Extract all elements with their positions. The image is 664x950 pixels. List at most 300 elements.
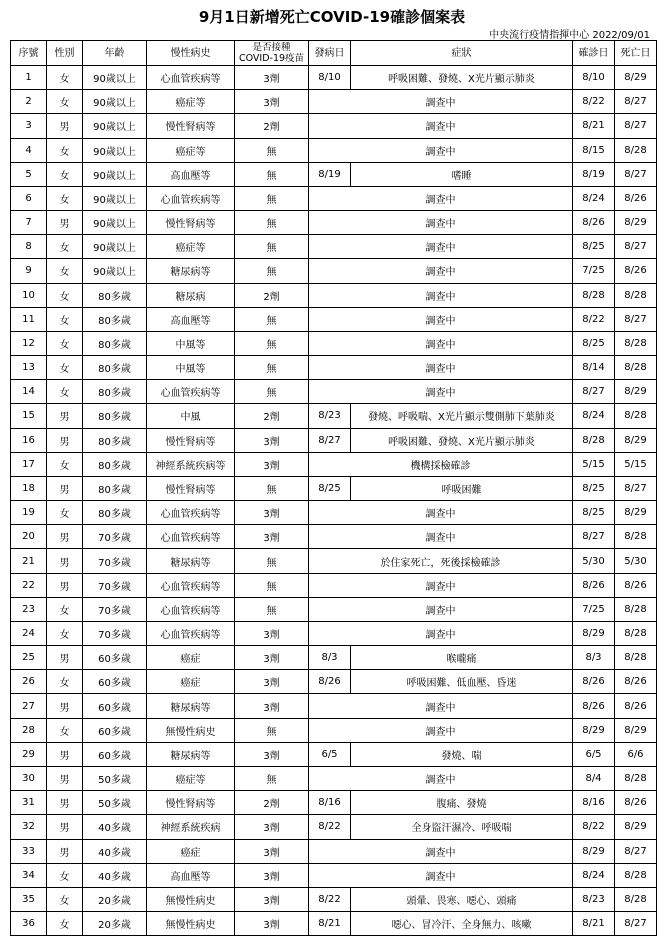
table-row [11, 307, 657, 331]
cell-chronic: 神經系統疾病等 [147, 452, 235, 476]
table-row [11, 815, 657, 839]
cell-no: 27 [11, 694, 47, 718]
cell-age: 90歲以上 [83, 138, 147, 162]
cell-vaccine: 無 [235, 259, 309, 283]
header-vaccine-line1: 是否接種 [252, 42, 291, 53]
cell-no: 14 [11, 380, 47, 404]
table-row [11, 404, 657, 428]
cell-no: 21 [11, 549, 47, 573]
table-body [11, 66, 657, 936]
table-row [11, 235, 657, 259]
cell-diagnosis: 8/25 [573, 501, 615, 525]
table-row [11, 211, 657, 235]
cell-death: 8/29 [615, 211, 657, 235]
cell-vaccine: 無 [235, 766, 309, 790]
cell-chronic: 心血管疾病等 [147, 573, 235, 597]
cell-symptom: 調查中 [309, 597, 573, 621]
cell-vaccine: 3劑 [235, 66, 309, 90]
cell-chronic: 糖尿病等 [147, 694, 235, 718]
cell-symptom: 調查中 [309, 90, 573, 114]
cell-no: 32 [11, 815, 47, 839]
cell-diagnosis: 8/26 [573, 670, 615, 694]
table-row [11, 501, 657, 525]
cell-sex: 男 [47, 791, 83, 815]
cell-sex: 女 [47, 283, 83, 307]
cell-death: 5/15 [615, 452, 657, 476]
cell-vaccine: 無 [235, 573, 309, 597]
cell-no: 28 [11, 718, 47, 742]
cell-age: 90歲以上 [83, 90, 147, 114]
cell-death: 8/28 [615, 138, 657, 162]
cell-death: 8/26 [615, 186, 657, 210]
table-row [11, 766, 657, 790]
cell-sex: 男 [47, 211, 83, 235]
cell-no: 11 [11, 307, 47, 331]
cell-symptom: 調查中 [309, 863, 573, 887]
cell-age: 90歲以上 [83, 114, 147, 138]
cell-vaccine: 3劑 [235, 694, 309, 718]
cell-vaccine: 3劑 [235, 525, 309, 549]
cell-vaccine: 無 [235, 138, 309, 162]
cell-no: 3 [11, 114, 47, 138]
table-row [11, 138, 657, 162]
cell-no: 26 [11, 670, 47, 694]
cell-age: 80多歲 [83, 452, 147, 476]
cell-no: 15 [11, 404, 47, 428]
cell-death: 8/28 [615, 356, 657, 380]
cell-death: 8/29 [615, 428, 657, 452]
cell-onset: 8/23 [309, 404, 351, 428]
cell-vaccine: 無 [235, 718, 309, 742]
cell-no: 9 [11, 259, 47, 283]
cell-death: 6/6 [615, 742, 657, 766]
cell-no: 18 [11, 476, 47, 500]
cell-age: 20多歲 [83, 912, 147, 936]
cell-diagnosis: 8/24 [573, 863, 615, 887]
cell-age: 70多歲 [83, 597, 147, 621]
header-sex: 性別 [47, 41, 83, 66]
cell-chronic: 高血壓等 [147, 863, 235, 887]
cell-chronic: 心血管疾病等 [147, 597, 235, 621]
cell-diagnosis: 8/24 [573, 404, 615, 428]
cell-sex: 男 [47, 573, 83, 597]
table-row [11, 90, 657, 114]
table-row [11, 549, 657, 573]
cell-diagnosis: 7/25 [573, 597, 615, 621]
cell-no: 25 [11, 646, 47, 670]
cell-diagnosis: 8/25 [573, 235, 615, 259]
cell-chronic: 心血管疾病等 [147, 501, 235, 525]
header-vaccine [235, 41, 309, 66]
cell-vaccine: 3劑 [235, 839, 309, 863]
cell-sex: 男 [47, 428, 83, 452]
cell-diagnosis: 8/27 [573, 525, 615, 549]
cell-death: 8/29 [615, 501, 657, 525]
cell-chronic: 糖尿病 [147, 283, 235, 307]
cell-chronic: 高血壓等 [147, 162, 235, 186]
table-row [11, 356, 657, 380]
cell-age: 60多歲 [83, 742, 147, 766]
table-row [11, 331, 657, 355]
cell-symptom: 調查中 [309, 694, 573, 718]
cell-death: 8/27 [615, 912, 657, 936]
cell-death: 8/26 [615, 670, 657, 694]
cell-sex: 女 [47, 912, 83, 936]
cell-no: 20 [11, 525, 47, 549]
cell-age: 70多歲 [83, 621, 147, 645]
cell-chronic: 無慢性病史 [147, 718, 235, 742]
cell-vaccine: 2劑 [235, 404, 309, 428]
header-death: 死亡日 [615, 41, 657, 66]
cell-onset: 8/25 [309, 476, 351, 500]
cell-sex: 男 [47, 742, 83, 766]
cell-death: 8/27 [615, 114, 657, 138]
table-row [11, 186, 657, 210]
cell-chronic: 癌症 [147, 839, 235, 863]
cell-chronic: 癌症 [147, 670, 235, 694]
cell-age: 60多歲 [83, 646, 147, 670]
cell-vaccine: 3劑 [235, 670, 309, 694]
cell-death: 8/29 [615, 718, 657, 742]
cell-chronic: 癌症等 [147, 138, 235, 162]
cell-vaccine: 無 [235, 331, 309, 355]
cell-death: 8/26 [615, 791, 657, 815]
cell-symptom: 呼吸困難、發燒、X光片顯示肺炎 [351, 428, 573, 452]
cell-chronic: 中風等 [147, 331, 235, 355]
cell-death: 8/26 [615, 573, 657, 597]
cell-vaccine: 3劑 [235, 863, 309, 887]
cell-vaccine: 無 [235, 476, 309, 500]
document-title: 9月1日新增死亡COVID-19確診個案表 [198, 8, 466, 26]
table-row [11, 114, 657, 138]
cell-age: 40多歲 [83, 863, 147, 887]
cell-age: 60多歲 [83, 694, 147, 718]
cell-death: 8/28 [615, 646, 657, 670]
cell-chronic: 糖尿病等 [147, 742, 235, 766]
cell-vaccine: 無 [235, 186, 309, 210]
cell-age: 80多歲 [83, 356, 147, 380]
cell-symptom: 調查中 [309, 114, 573, 138]
cell-vaccine: 3劑 [235, 428, 309, 452]
cell-chronic: 中風等 [147, 356, 235, 380]
cell-death: 8/28 [615, 887, 657, 911]
cell-death: 5/30 [615, 549, 657, 573]
cell-age: 90歲以上 [83, 235, 147, 259]
cell-vaccine: 無 [235, 162, 309, 186]
cell-age: 70多歲 [83, 549, 147, 573]
cell-chronic: 神經系統疾病 [147, 815, 235, 839]
cell-no: 23 [11, 597, 47, 621]
cell-no: 29 [11, 742, 47, 766]
table-row [11, 912, 657, 936]
cell-chronic: 心血管疾病等 [147, 621, 235, 645]
cell-symptom: 發燒、喘 [351, 742, 573, 766]
cell-age: 80多歲 [83, 476, 147, 500]
cell-sex: 女 [47, 501, 83, 525]
cell-sex: 女 [47, 380, 83, 404]
header-symptom: 症狀 [351, 41, 573, 66]
cell-onset: 8/26 [309, 670, 351, 694]
cell-sex: 女 [47, 162, 83, 186]
cell-age: 60多歲 [83, 670, 147, 694]
cell-onset: 8/22 [309, 815, 351, 839]
cell-chronic: 心血管疾病等 [147, 525, 235, 549]
cell-no: 7 [11, 211, 47, 235]
cell-chronic: 癌症 [147, 646, 235, 670]
cell-onset: 8/27 [309, 428, 351, 452]
cell-symptom: 噁心、冒冷汗、全身無力、咳嗽 [351, 912, 573, 936]
cell-chronic: 癌症等 [147, 90, 235, 114]
table-row [11, 525, 657, 549]
cell-symptom: 調查中 [309, 501, 573, 525]
cell-age: 60多歲 [83, 718, 147, 742]
cell-symptom: 調查中 [309, 138, 573, 162]
cell-death: 8/28 [615, 863, 657, 887]
cell-death: 8/29 [615, 815, 657, 839]
cell-vaccine: 3劑 [235, 621, 309, 645]
cell-no: 12 [11, 331, 47, 355]
table-row [11, 621, 657, 645]
cell-symptom: 調查中 [309, 283, 573, 307]
cell-symptom: 調查中 [309, 621, 573, 645]
header-onset: 發病日 [309, 41, 351, 66]
cell-vaccine: 3劑 [235, 90, 309, 114]
cell-age: 90歲以上 [83, 259, 147, 283]
cell-death: 8/27 [615, 162, 657, 186]
cell-age: 70多歲 [83, 573, 147, 597]
cell-chronic: 慢性腎病等 [147, 791, 235, 815]
cell-chronic: 癌症等 [147, 235, 235, 259]
cell-sex: 女 [47, 186, 83, 210]
cell-vaccine: 3劑 [235, 501, 309, 525]
cell-vaccine: 2劑 [235, 114, 309, 138]
cell-vaccine: 3劑 [235, 887, 309, 911]
cell-death: 8/28 [615, 525, 657, 549]
cell-no: 13 [11, 356, 47, 380]
cell-diagnosis: 8/27 [573, 380, 615, 404]
cell-sex: 男 [47, 525, 83, 549]
header-vaccine-line2: COVID-19疫苗 [238, 53, 305, 64]
cell-no: 34 [11, 863, 47, 887]
cell-no: 6 [11, 186, 47, 210]
cell-diagnosis: 7/25 [573, 259, 615, 283]
cell-chronic: 糖尿病等 [147, 259, 235, 283]
table-row [11, 670, 657, 694]
cell-death: 8/28 [615, 283, 657, 307]
cell-sex: 女 [47, 331, 83, 355]
cell-death: 8/27 [615, 307, 657, 331]
cell-symptom: 於住家死亡，死後採檢確診 [309, 549, 573, 573]
cell-diagnosis: 8/25 [573, 331, 615, 355]
cell-age: 40多歲 [83, 839, 147, 863]
cell-age: 50多歲 [83, 766, 147, 790]
table-row [11, 742, 657, 766]
cell-sex: 女 [47, 452, 83, 476]
cell-sex: 男 [47, 694, 83, 718]
table-row [11, 791, 657, 815]
cell-age: 80多歲 [83, 501, 147, 525]
cell-diagnosis: 8/25 [573, 476, 615, 500]
cell-vaccine: 無 [235, 597, 309, 621]
cell-diagnosis: 8/26 [573, 211, 615, 235]
table-row [11, 887, 657, 911]
cell-symptom: 調查中 [309, 211, 573, 235]
cell-symptom: 調查中 [309, 573, 573, 597]
cell-chronic: 慢性腎病等 [147, 476, 235, 500]
header-age: 年齡 [83, 41, 147, 66]
cell-symptom: 調查中 [309, 259, 573, 283]
cell-sex: 女 [47, 670, 83, 694]
cell-sex: 男 [47, 476, 83, 500]
cell-sex: 女 [47, 235, 83, 259]
cell-vaccine: 3劑 [235, 912, 309, 936]
cell-death: 8/27 [615, 90, 657, 114]
cell-symptom: 調查中 [309, 186, 573, 210]
cell-no: 16 [11, 428, 47, 452]
cell-vaccine: 3劑 [235, 452, 309, 476]
cell-diagnosis: 8/14 [573, 356, 615, 380]
cell-sex: 男 [47, 766, 83, 790]
cell-no: 33 [11, 839, 47, 863]
cell-age: 90歲以上 [83, 211, 147, 235]
cell-death: 8/26 [615, 694, 657, 718]
header-diagnosis: 確診日 [573, 41, 615, 66]
cell-chronic: 心血管疾病等 [147, 380, 235, 404]
cell-death: 8/28 [615, 766, 657, 790]
table-row [11, 476, 657, 500]
cell-sex: 女 [47, 259, 83, 283]
cell-symptom: 呼吸困難、發燒、X光片顯示肺炎 [351, 66, 573, 90]
cell-onset: 8/10 [309, 66, 351, 90]
table-row [11, 283, 657, 307]
cell-symptom: 發燒、呼吸喘、X光片顯示雙側肺下葉肺炎 [351, 404, 573, 428]
cell-chronic: 高血壓等 [147, 307, 235, 331]
cell-vaccine: 無 [235, 235, 309, 259]
table-row [11, 646, 657, 670]
table-row [11, 694, 657, 718]
cell-onset: 6/5 [309, 742, 351, 766]
cell-symptom: 機構採檢確診 [309, 452, 573, 476]
table-row [11, 162, 657, 186]
cell-symptom: 調查中 [309, 839, 573, 863]
cell-diagnosis: 8/29 [573, 839, 615, 863]
cell-no: 31 [11, 791, 47, 815]
cell-no: 19 [11, 501, 47, 525]
cell-chronic: 心血管疾病等 [147, 66, 235, 90]
cell-death: 8/26 [615, 259, 657, 283]
cell-onset: 8/21 [309, 912, 351, 936]
cell-chronic: 中風 [147, 404, 235, 428]
cell-age: 80多歲 [83, 380, 147, 404]
cell-vaccine: 無 [235, 549, 309, 573]
cell-vaccine: 無 [235, 356, 309, 380]
cell-chronic: 無慢性病史 [147, 887, 235, 911]
cell-age: 80多歲 [83, 331, 147, 355]
cell-diagnosis: 8/15 [573, 138, 615, 162]
cell-no: 30 [11, 766, 47, 790]
cell-age: 40多歲 [83, 815, 147, 839]
cell-diagnosis: 8/16 [573, 791, 615, 815]
header-chronic: 慢性病史 [147, 41, 235, 66]
header-no: 序號 [11, 41, 47, 66]
table-row [11, 66, 657, 90]
cell-symptom: 呼吸困難 [351, 476, 573, 500]
cell-diagnosis: 8/3 [573, 646, 615, 670]
table-row [11, 428, 657, 452]
cell-death: 8/28 [615, 404, 657, 428]
cell-age: 90歲以上 [83, 66, 147, 90]
cell-onset: 8/22 [309, 887, 351, 911]
cell-chronic: 糖尿病等 [147, 549, 235, 573]
cell-chronic: 心血管疾病等 [147, 186, 235, 210]
cell-diagnosis: 8/29 [573, 718, 615, 742]
cell-symptom: 調查中 [309, 356, 573, 380]
table-row [11, 452, 657, 476]
cell-chronic: 慢性腎病等 [147, 114, 235, 138]
cell-sex: 女 [47, 863, 83, 887]
cell-diagnosis: 8/28 [573, 428, 615, 452]
cell-no: 36 [11, 912, 47, 936]
cell-symptom: 喉嚨痛 [351, 646, 573, 670]
cell-diagnosis: 8/10 [573, 66, 615, 90]
cell-age: 50多歲 [83, 791, 147, 815]
table-row [11, 718, 657, 742]
cell-sex: 男 [47, 815, 83, 839]
cell-sex: 男 [47, 839, 83, 863]
cell-chronic: 慢性腎病等 [147, 428, 235, 452]
cell-symptom: 調查中 [309, 307, 573, 331]
table-row [11, 380, 657, 404]
cell-sex: 男 [47, 114, 83, 138]
cell-sex: 女 [47, 718, 83, 742]
cell-diagnosis: 8/29 [573, 621, 615, 645]
cell-sex: 女 [47, 621, 83, 645]
cell-chronic: 慢性腎病等 [147, 211, 235, 235]
cell-no: 5 [11, 162, 47, 186]
cell-no: 22 [11, 573, 47, 597]
cell-no: 24 [11, 621, 47, 645]
cell-onset: 8/16 [309, 791, 351, 815]
cell-diagnosis: 8/22 [573, 307, 615, 331]
table-row [11, 573, 657, 597]
cell-sex: 女 [47, 307, 83, 331]
cell-symptom: 頭暈、畏寒、噁心、頭痛 [351, 887, 573, 911]
table-row [11, 597, 657, 621]
cell-vaccine: 無 [235, 211, 309, 235]
table-row [11, 259, 657, 283]
cell-symptom: 調查中 [309, 718, 573, 742]
cell-sex: 女 [47, 66, 83, 90]
cell-symptom: 調查中 [309, 235, 573, 259]
cell-death: 8/28 [615, 331, 657, 355]
cell-diagnosis: 8/22 [573, 90, 615, 114]
cell-onset: 8/19 [309, 162, 351, 186]
cell-vaccine: 無 [235, 307, 309, 331]
cell-vaccine: 3劑 [235, 646, 309, 670]
cell-death: 8/29 [615, 380, 657, 404]
cell-symptom: 腹痛、發燒 [351, 791, 573, 815]
header-row [11, 41, 657, 66]
cell-diagnosis: 8/26 [573, 694, 615, 718]
cell-diagnosis: 8/19 [573, 162, 615, 186]
cell-diagnosis: 6/5 [573, 742, 615, 766]
cell-vaccine: 2劑 [235, 791, 309, 815]
cell-no: 2 [11, 90, 47, 114]
cell-onset: 8/3 [309, 646, 351, 670]
cell-no: 17 [11, 452, 47, 476]
cell-death: 8/27 [615, 235, 657, 259]
cell-sex: 女 [47, 356, 83, 380]
